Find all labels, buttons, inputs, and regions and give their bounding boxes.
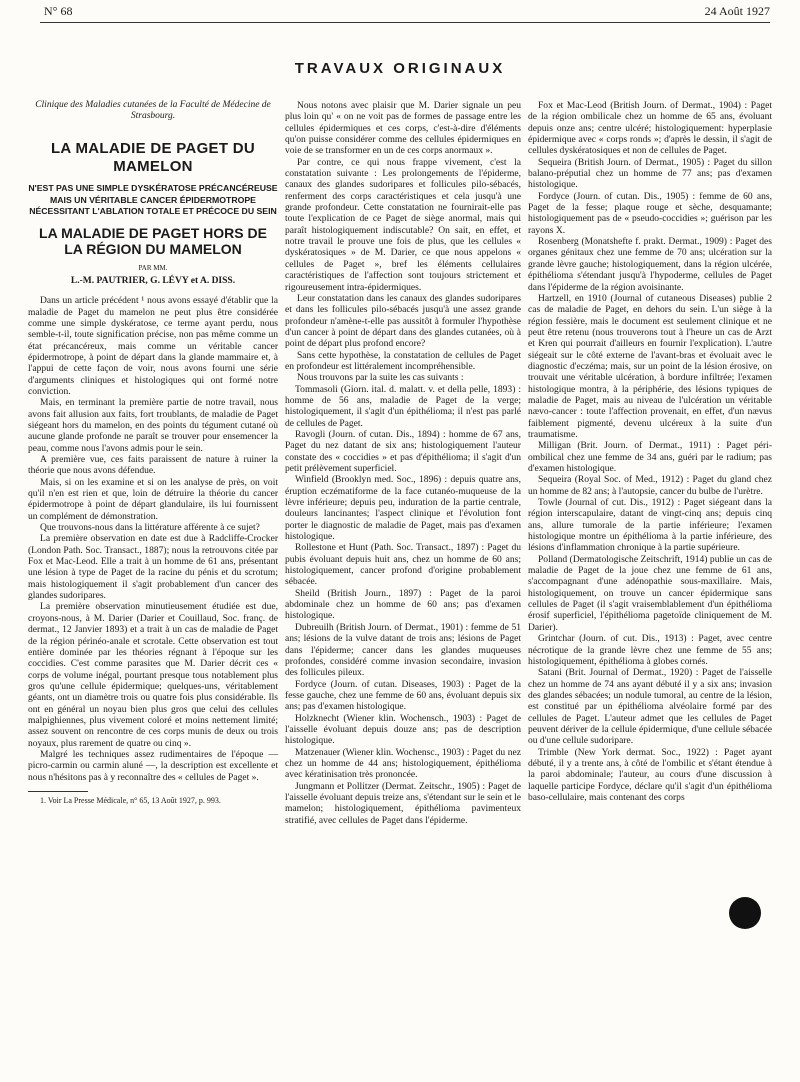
article-subtitle: N'EST PAS UNE SIMPLE DYSKÉRATOSE PRÉCANCÉREUSE MAIS UN VÉRITABLE CANCER ÉPIDERMOTROPE NÉCESSITANT L'ABLATION TOTALE ET PRÉCOCE DU SEIN xyxy=(28,183,278,216)
column-1 xyxy=(28,100,278,806)
case-reference: Towle (Journal of cut. Dis., 1912) : Paget siégeant dans la région interscapulaire, datant de vingt-cinq ans; depuis cinq ans, allure tumorale de la partie inférieure; l'examen histologique montre un épithélioma à la partie inférieure, des lésions d'inflammation chronique à la partie supérieure. xyxy=(528,497,772,554)
case-reference: Tommasoli (Giorn. ital. d. malatt. v. et della pelle, 1893) : homme de 56 ans, maladie de Paget de la verge; histologiquement, il s'agit d'un épithélioma; il n'est pas parlé de cellules de Paget. xyxy=(285,383,521,429)
footnote: 1. Voir La Presse Médicale, n° 65, 13 Août 1927, p. 993. xyxy=(40,795,221,805)
case-reference: Rosenberg (Monatshefte f. prakt. Dermat., 1909) : Paget des organes génitaux chez une femme de 70 ans; ulcération sur la grande lèvre gauche; histologiquement, dans la région ulcérée, épithélioma s'étendant jusqu'à l'hypoderme, cellules de Paget dans l'épiderme de la région avoisinante. xyxy=(528,236,772,293)
issue-date: 24 Août 1927 xyxy=(704,4,770,18)
clinic-affiliation: Clinique des Maladies cutanées de la Faculté de Médecine de Strasbourg. xyxy=(35,100,271,121)
case-reference: Fordyce (Journ. of cutan. Dis., 1905) : femme de 60 ans, Paget de la fesse; plaque rouge et sèche, desquamante; histologiquement pas de « pseudo-coccidies »; guérison par les rayons X. xyxy=(528,190,772,236)
case-reference: Rollestone et Hunt (Path. Soc. Transact., 1897) : Paget du pubis évoluant depuis huit ans, chez un homme de 60 ans; histologiquement, cancer profond d'origine probablement sébacée. xyxy=(285,542,521,588)
authors: L.-M. PAUTRIER, G. LÉVY et A. DISS. xyxy=(70,275,236,286)
article-title: LA MALADIE DE PAGET DU MAMELON xyxy=(50,140,256,175)
paragraph: Mais, si on les examine et si on les analyse de près, on voit qu'il n'en est rien et que, loin de détruire la théorie du cancer épidermotrope à point de départ glandulaire, ils lui fournissent un complément de démonstration. xyxy=(28,476,278,522)
case-reference: Fox et Mac-Leod (British Journ. of Dermat., 1904) : Paget de la région ombilicale chez un homme de 65 ans, évoluant depuis onze ans; centre ulcéré; histologiquement: hyperplasie épidermique avec « corps ronds »; d'après le dessin, il s'agit de cellules dyskératosiques et non de cellules de Paget. xyxy=(528,100,772,157)
paragraph: Que trouvons-nous dans la littérature afférente à ce sujet? xyxy=(40,522,260,534)
case-reference: Jungmann et Pollitzer (Dermat. Zeitschr., 1905) : Paget de l'aisselle évoluant depuis treize ans, s'étendant sur le sein et le mamelon; histologiquement, épithélioma pavimenteux stratifié, avec cellules de Paget dans l'épiderme. xyxy=(285,780,521,826)
paragraph: Leur constatation dans les canaux des glandes sudoripares et dans les follicules pilo-sébacés jusqu'à une assez grande profondeur n'amène-t-elle pas aussitôt à formuler l'hypothèse d'un cancer à point de départ dans des glandes cutanées, où à point de départ plus profond encore? xyxy=(285,292,521,350)
case-reference: Polland (Dermatologische Zeitschrift, 1914) publie un cas de maladie de Paget de la joue chez une femme de 61 ans, s'accompagnant d'une adénopathie sous-maxillaire. Mais, histologiquement, on trouve un cancer épidermique sans cellules de Paget (il s'agit vraisemblablement d'un épithélioma érosif superficiel, l'épithélioma pagetoïde cliniquement de M. Darier). xyxy=(528,553,772,633)
case-reference: Ravogli (Journ. of cutan. Dis., 1894) : homme de 67 ans, Paget du nez datant de six ans; histologiquement l'auteur constate des « coccidies » et pas d'épithélioma; il s'agit d'un petit prélèvement superficiel. xyxy=(285,428,521,474)
case-reference: Milligan (Brit. Journ. of Dermat., 1911) : Paget péri-ombilical chez une femme de 34 ans, guéri par le radium; pas d'examen histologique. xyxy=(528,440,772,474)
column-1-body xyxy=(28,295,278,783)
paragraph: Dans un article précédent ¹ nous avons essayé d'établir que la maladie de Paget du mamelon ne peut plus être considérée comme une simple dyskératose, ce terme ayant perdu, nous semble-t-il, toute signification précise, non pas même comme un état précancéreux, mais comme un véritable cancer épidermotrope, à point de départ dans la glande mammaire et, à l'appui de cette façon de voir, nous avons fourni une série d'arguments cliniques et histologiques qui ont formé notre conviction. xyxy=(28,295,278,397)
paragraph: Malgré les techniques assez rudimentaires de l'époque — picro-carmin ou carmin aluné —, la description est excellente et nous n'hésitons pas à y reconnaître des « cellules de Paget ». xyxy=(28,748,278,783)
case-reference: Grintchar (Journ. of cut. Dis., 1913) : Paget, avec centre nécrotique de la grande lèvre chez une femme de 55 ans; histologiquement, épithélioma à globes cornés. xyxy=(528,633,772,667)
column-3 xyxy=(528,100,772,803)
case-reference: Holzknecht (Wiener klin. Wochensch., 1903) : Paget de l'aisselle évoluant depuis douze ans; pas de description histologique. xyxy=(285,712,521,747)
case-reference: Sheild (British Journ., 1897) : Paget de la paroi abdominale chez un homme de 60 ans; pas d'examen histologique. xyxy=(285,587,521,622)
ink-blot xyxy=(729,897,761,929)
paragraph: A première vue, ces faits paraissent de nature à ruiner la théorie que nous avons défendue. xyxy=(28,454,278,477)
case-reference: Trimble (New York dermat. Soc., 1922) : Paget ayant débuté, il y a trente ans, à côté de l'ombilic et s'étant étendue à la paroi abdominale; l'auteur, au cours d'une discussion à laquelle participe Fordyce, déclare qu'il s'agit d'un épithélioma baso-cellulaire, mais contenant des corps xyxy=(528,746,772,803)
issue-number: N° 68 xyxy=(44,4,73,18)
paragraph: La première observation en date est due à Radcliffe-Crocker (London Path. Soc. Transact., 1887); nous la retrouvons citée par Fox et Mac-Leod. Elle a trait à un homme de 61 ans, présentant une lésion à type de Paget de la racine du pénis et du scrotum; mais histologiquement il s'agit probablement d'un cancer des glandes sudoripares. xyxy=(28,533,278,602)
case-reference: Hartzell, en 1910 (Journal of cutaneous Diseases) publie 2 cas de maladie de Paget, en dehors du sein. L'un siège à la région fessière, mais le document est seulement clinique et ne peut être retenu (nous trouverons tout à l'heure un cas de Arzt et Kren qui pourrait d'ailleurs en fournir l'explication). L'autre siégeait sur le côté externe de l'avant-bras et évoluait avec le diagnostic d'eczéma; mais, sur un point de la lésion érosive, on trouvait une véritable ulcération, à bordure infiltrée; l'examen histologique montra, à la périphérie, des lésions typiques de maladie de Paget, mais au niveau de l'ulcération un véritable nævo-cancer : toute l'affection provenait, en effet, d'un nævus faiblement pigmenté, devenu ulcéreux à la suite d'un traumatisme. xyxy=(528,292,772,440)
paragraph: Nous notons avec plaisir que M. Darier signale un peu plus loin qu' « on ne voit pas de formes de passage entre les cellules épidermiques et ces corps, c'est-à-dire d'éléments qu'on puisse considérer comme des cellules épidermiques en voie de se transformer en un de ces corps anormaux ». xyxy=(285,100,521,157)
header-rule xyxy=(40,22,770,23)
case-reference: Sequeira (Royal Soc. of Med., 1912) : Paget du gland chez un homme de 82 ans; à l'autopsie, cancer du bulbe de l'urètre. xyxy=(528,474,772,497)
case-reference: Winfield (Brooklyn med. Soc., 1896) : depuis quatre ans, éruption eczématiforme de la face cutanéo-muqueuse de la lèvre inférieure; depuis peu, induration de la partie centrale, douleurs lancinantes; l'aspect clinique et l'évolution font porter le diagnostic de maladie de Paget, mais pas d'examen histologique. xyxy=(285,474,521,543)
paragraph: Mais, en terminant la première partie de notre travail, nous avons fait allusion aux faits, fort troublants, de maladie de Paget siégeant hors du mamelon, en des points du tégument cutané où aucune glande profonde ne paraît se trouver pour ensemencer la peau, comme nous l'avons admis pour le sein. xyxy=(28,397,278,454)
section-title: TRAVAUX ORIGINAUX xyxy=(294,60,506,77)
footnote-rule xyxy=(28,791,88,792)
case-reference: Sequeira (British Journ. of Dermat., 1905) : Paget du sillon balano-préputial chez un homme de 77 ans; pas d'examen histologique. xyxy=(528,156,772,191)
par-mm: PAR MM. xyxy=(138,263,168,272)
case-reference: Matzenauer (Wiener klin. Wochensc., 1903) : Paget du nez chez un homme de 44 ans; histologiquement, épithélioma avec kératinisation très prononcée. xyxy=(285,746,521,781)
paragraph: Nous trouvons par la suite les cas suivants : xyxy=(297,372,464,384)
case-reference: Fordyce (Journ. of cutan. Diseases, 1903) : Paget de la fesse gauche, chez une femme de 60 ans, évoluant depuis six ans; pas d'examen histologique. xyxy=(285,678,521,713)
paragraph: Sans cette hypothèse, la constatation de cellules de Paget en profondeur est littéralement incompréhensible. xyxy=(285,349,521,372)
paragraph: Par contre, ce qui nous frappe vivement, c'est la constatation suivante : Les prolongements de l'épiderme, canaux des glandes sudoripares et follicules pilo-sébacés, renferment des corps caractéristiques et cela jusqu'à une grande profondeur. Cette constatation ne fournirait-elle pas toute l'explication de ce Paget de siège anormal, mais qui paraît histologiquement indiscutable? On sait, en effet, et notre travail le prouve une fois de plus, que les cellules « dyskératosiques » de M. Darier, ce que nous appelons « cellules de Paget », bref les éléments cellulaires caractéristiques de l'affection sont toujours strictement et rigoureusement intra-épidermiques. xyxy=(285,156,521,293)
paragraph: La première observation minutieusement étudiée est due, croyons-nous, à M. Darier (Darier et Couillaud, Soc. franç. de dermat., 12 Janvier 1893) et a trait à un cas de maladie de Paget de la région périnéo-anale et scrotale. Cette observation est tout entière dominée par les théories régnant à l'époque sur les coccidies. C'est comme parasites que M. Darier décrit ces « corps de volume inégal, pourtant presque tous notablement plus gros qu'une cellule épidermique; quelques-uns, véritablement géants, ont un diamètre trois ou quatre fois plus considérable. Ils ont en général un noyau bien plus gros que celui des cellules malpighiennes, plus vivement coloré et moins nettement limité; assez souvent on rencontre de ces corps munis de deux ou trois noyaux, plus rarement de quatre ou cinq ». xyxy=(28,601,278,749)
case-reference: Dubreuilh (British Journ. of Dermat., 1901) : femme de 51 ans; lésions de la vulve datant de trois ans; lésions de Paget dans l'épiderme; cancer dans les glandes muqueuses profondes, considéré comme invasion secondaire, invasion des follicules pileux. xyxy=(285,621,521,679)
case-reference: Satani (Brit. Journal of Dermat., 1920) : Paget de l'aisselle chez un homme de 74 ans ayant débuté il y a six ans; invasion des glandes sébacées; un nodule tumoral, au centre de la lésion, est constitué par un épithélioma alvéolaire formé par des cellules de Paget. L'auteur admet que les cellules de Paget peuvent dériver de la cellule épidermique, d'une cellule sébacée ou d'une cellule sudoripare. xyxy=(528,667,772,747)
column-2 xyxy=(285,100,521,826)
article-second-title: LA MALADIE DE PAGET HORS DE LA RÉGION DU MAMELON xyxy=(39,224,267,257)
